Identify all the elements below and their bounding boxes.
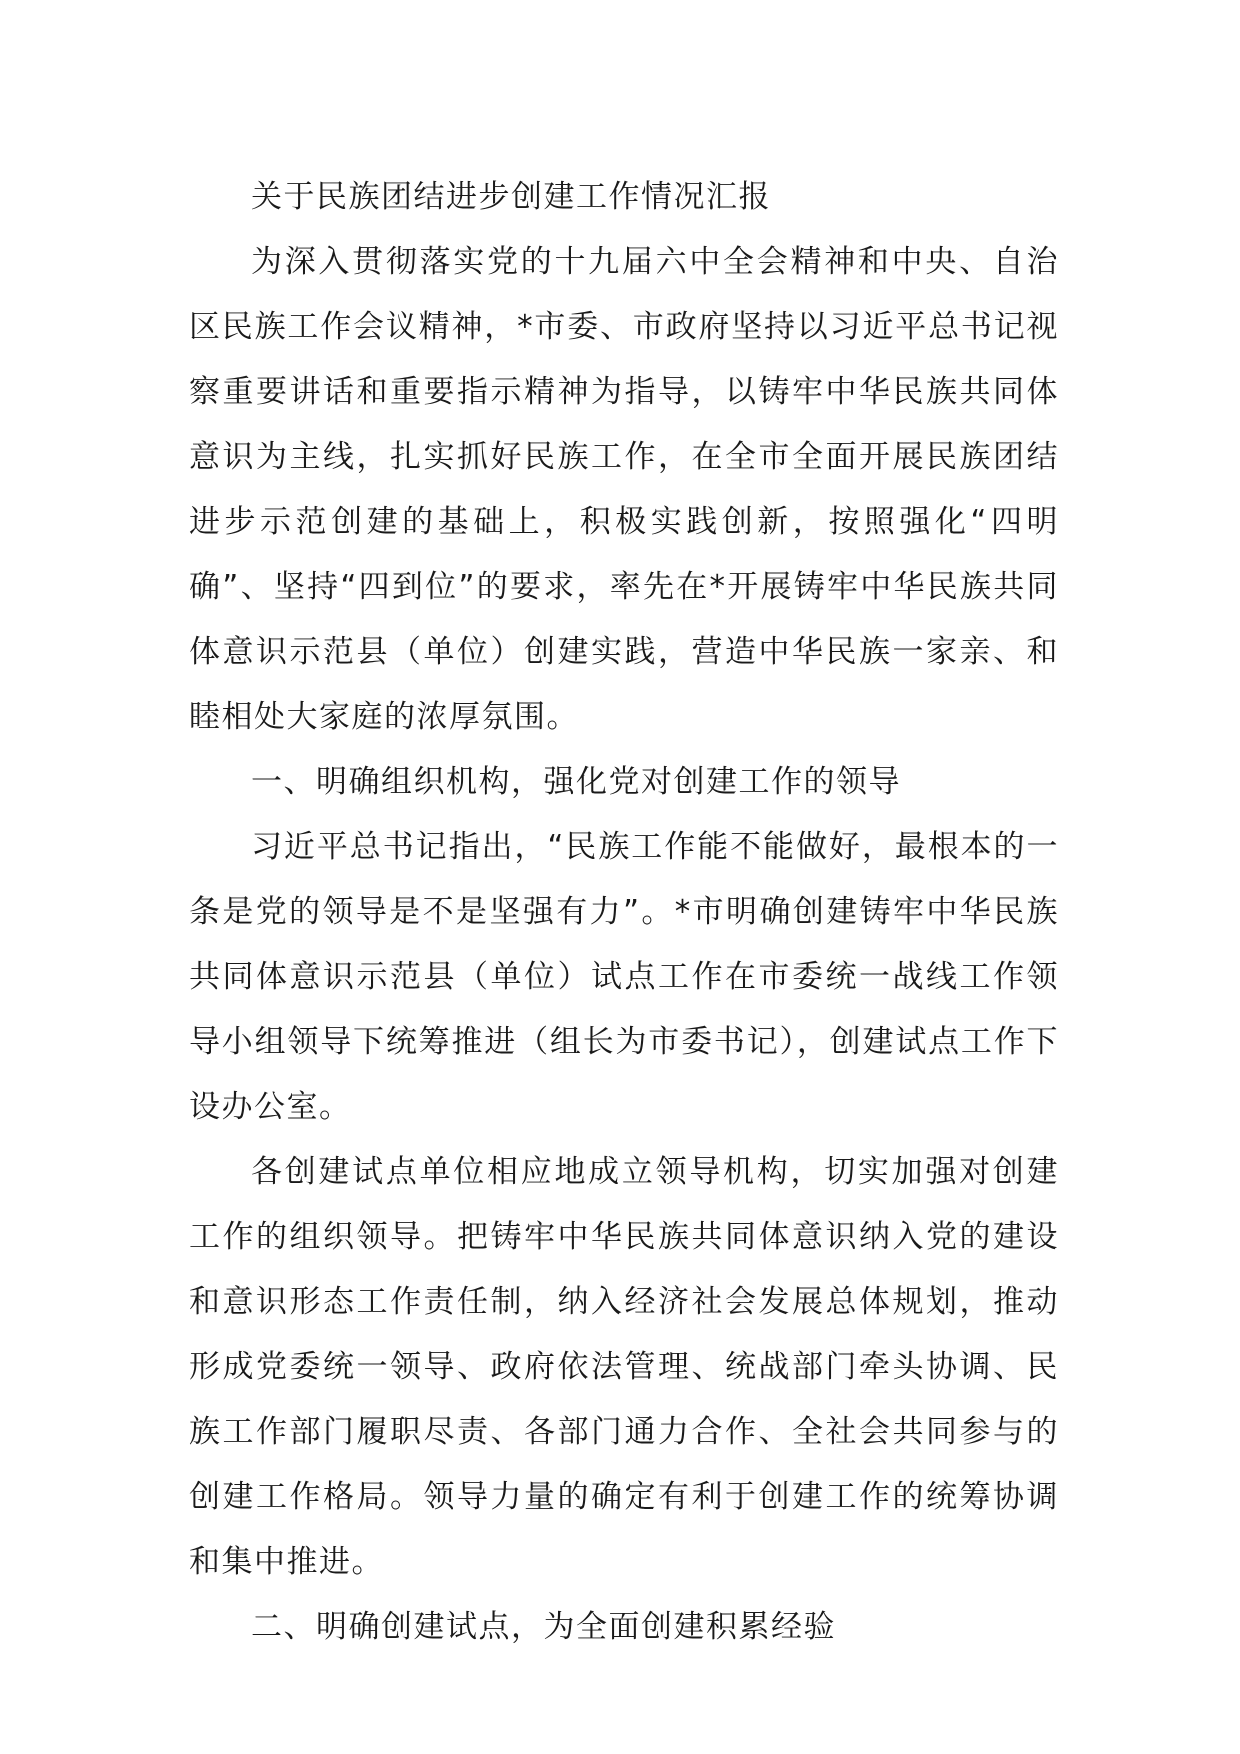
paragraph-section1-b: 各创建试点单位相应地成立领导机构，切实加强对创建工作的组织领导。把铸牢中华民族共同体意识纳入党的建设和意识形态工作责任制，纳入经济社会发展总体规划，推动形成党委统一领导、政府依法管理、统战部门牵头协调、民族工作部门履职尽责、各部门通力合作、全社会共同参与的创建工作格局。领导力量的确定有利于创建工作的统筹协调和集中推进。 <box>189 1154 1059 1580</box>
document-title: 关于民族团结进步创建工作情况汇报 <box>251 179 771 215</box>
paragraph-intro: 为深入贯彻落实党的十九届六中全会精神和中央、自治区民族工作会议精神，*市委、市政府坚持以习近平总书记视察重要讲话和重要指示精神为指导，以铸牢中华民族共同体意识为主线，扎实抓好民族工作，在全市全面开展民族团结进步示范创建的基础上，积极实践创新，按照强化“四明确”、坚持“四到位”的要求，率先在*开展铸牢中华民族共同体意识示范县（单位）创建实践，营造中华民族一家亲、和睦相处大家庭的浓厚氛围。 <box>189 244 1059 735</box>
section-heading-2: 二、明确创建试点，为全面创建积累经验 <box>251 1609 836 1645</box>
paragraph-section1-a: 习近平总书记指出，“民族工作能不能做好，最根本的一条是党的领导是不是坚强有力”。*市明确创建铸牢中华民族共同体意识示范县（单位）试点工作在市委统一战线工作领导小组领导下统筹推进（组长为市委书记），创建试点工作下设办公室。 <box>189 829 1059 1125</box>
document-body <box>189 165 1059 1660</box>
section-heading-1: 一、明确组织机构，强化党对创建工作的领导 <box>251 764 901 800</box>
